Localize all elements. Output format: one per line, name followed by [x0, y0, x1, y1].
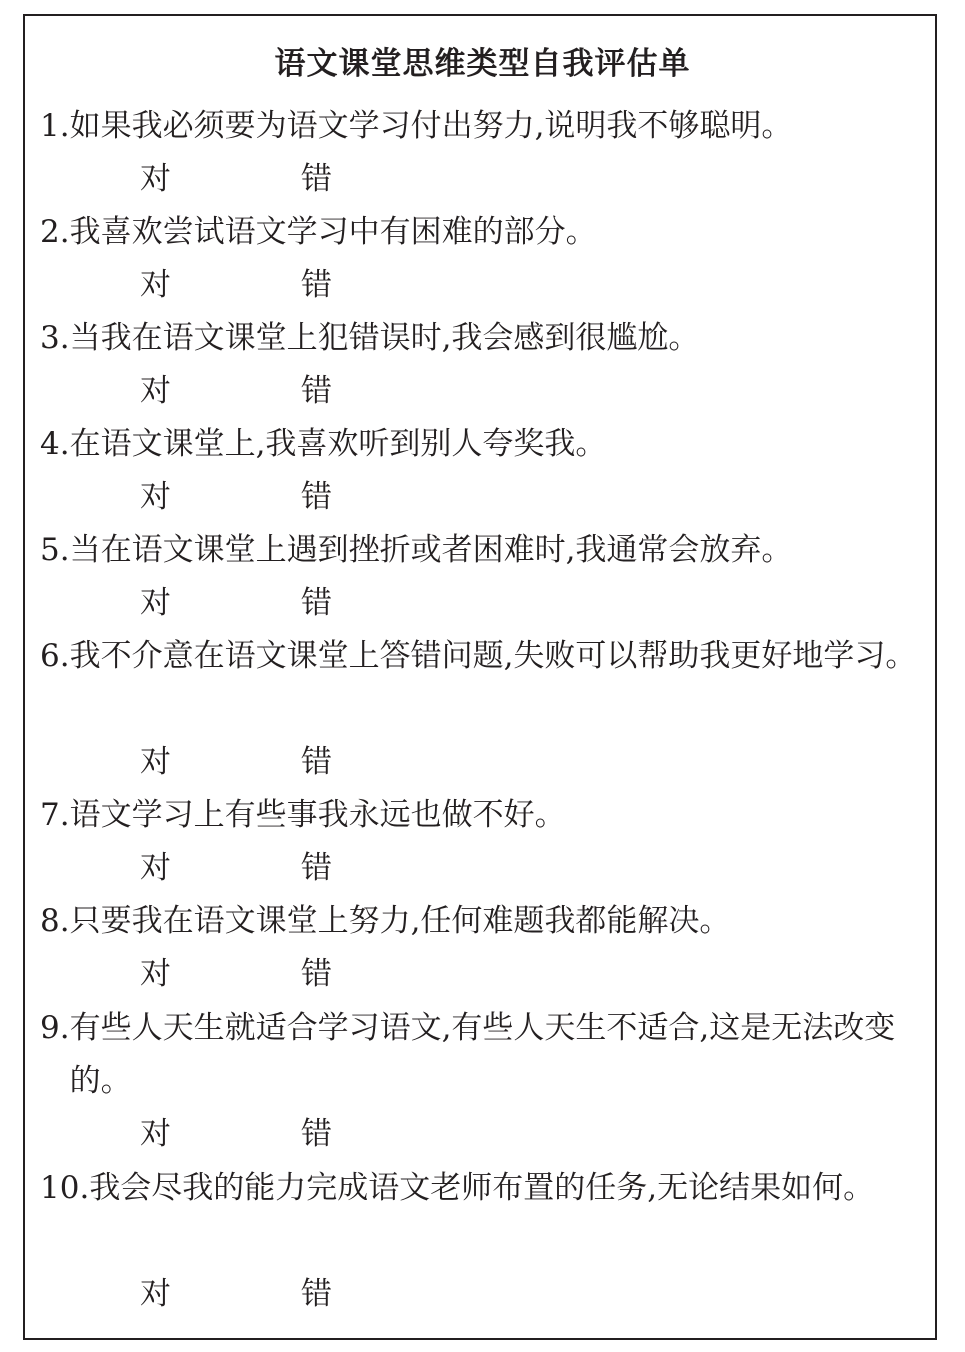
q1-choice-true[interactable]: 对	[140, 161, 171, 197]
question-text: 只要我在语文课堂上努力,任何难题我都能解决。	[69, 903, 731, 939]
q8-choice-true[interactable]: 对	[140, 956, 171, 992]
question-number: 8.	[40, 903, 70, 939]
question-number: 3.	[40, 320, 70, 356]
q7-choice-true[interactable]: 对	[140, 850, 171, 886]
q4-choice-true[interactable]: 对	[140, 479, 171, 515]
worksheet-title: 语文课堂思维类型自我评估单	[274, 46, 691, 82]
question-text: 当我在语文课堂上犯错误时,我会感到很尴尬。	[69, 320, 700, 356]
question-number: 2.	[40, 214, 70, 250]
question-text: 当在语文课堂上遇到挫折或者困难时,我通常会放弃。	[69, 532, 793, 568]
q2-choice-true[interactable]: 对	[140, 267, 171, 303]
q9-choice-true[interactable]: 对	[140, 1116, 171, 1152]
question-number: 7.	[40, 797, 70, 833]
question-1	[40, 100, 930, 153]
question-6	[40, 630, 930, 683]
question-text: 我会尽我的能力完成语文老师布置的任务,无论结果如何。	[89, 1170, 875, 1206]
q8-choice-false[interactable]: 错	[301, 956, 332, 992]
q6-choice-true[interactable]: 对	[140, 744, 171, 780]
question-text: 如果我必须要为语文学习付出努力,说明我不够聪明。	[69, 108, 793, 144]
question-3	[40, 312, 930, 365]
question-number: 4.	[40, 426, 70, 462]
question-2	[40, 206, 930, 259]
q10-choice-false[interactable]: 错	[301, 1276, 332, 1312]
question-text: 在语文课堂上,我喜欢听到别人夸奖我。	[69, 426, 607, 462]
q2-choice-false[interactable]: 错	[301, 267, 332, 303]
question-10	[40, 1162, 930, 1215]
question-8	[40, 895, 930, 948]
question-7	[40, 789, 930, 842]
question-number: 6.	[40, 638, 70, 674]
q6-choice-false[interactable]: 错	[301, 744, 332, 780]
q5-choice-false[interactable]: 错	[301, 585, 332, 621]
question-number: 5.	[40, 532, 70, 568]
q3-choice-false[interactable]: 错	[301, 373, 332, 409]
q10-choice-true[interactable]: 对	[140, 1276, 171, 1312]
q4-choice-false[interactable]: 错	[301, 479, 332, 515]
question-number: 9.	[40, 1010, 70, 1046]
question-text: 语文学习上有些事我永远也做不好。	[69, 797, 566, 833]
q5-choice-true[interactable]: 对	[140, 585, 171, 621]
question-text: 我喜欢尝试语文学习中有困难的部分。	[69, 214, 597, 250]
question-number: 1.	[40, 108, 70, 144]
question-number: 10.	[40, 1170, 90, 1206]
q3-choice-true[interactable]: 对	[140, 373, 171, 409]
q7-choice-false[interactable]: 错	[301, 850, 332, 886]
q1-choice-false[interactable]: 错	[301, 161, 332, 197]
question-5	[40, 524, 930, 577]
question-text: 我不介意在语文课堂上答错问题,失败可以帮助我更好地学习。	[69, 638, 917, 674]
question-9	[40, 1002, 930, 1108]
question-text: 有些人天生就适合学习语文,有些人天生不适合,这是无法改变的。	[69, 1010, 896, 1099]
question-4	[40, 418, 930, 471]
q9-choice-false[interactable]: 错	[301, 1116, 332, 1152]
